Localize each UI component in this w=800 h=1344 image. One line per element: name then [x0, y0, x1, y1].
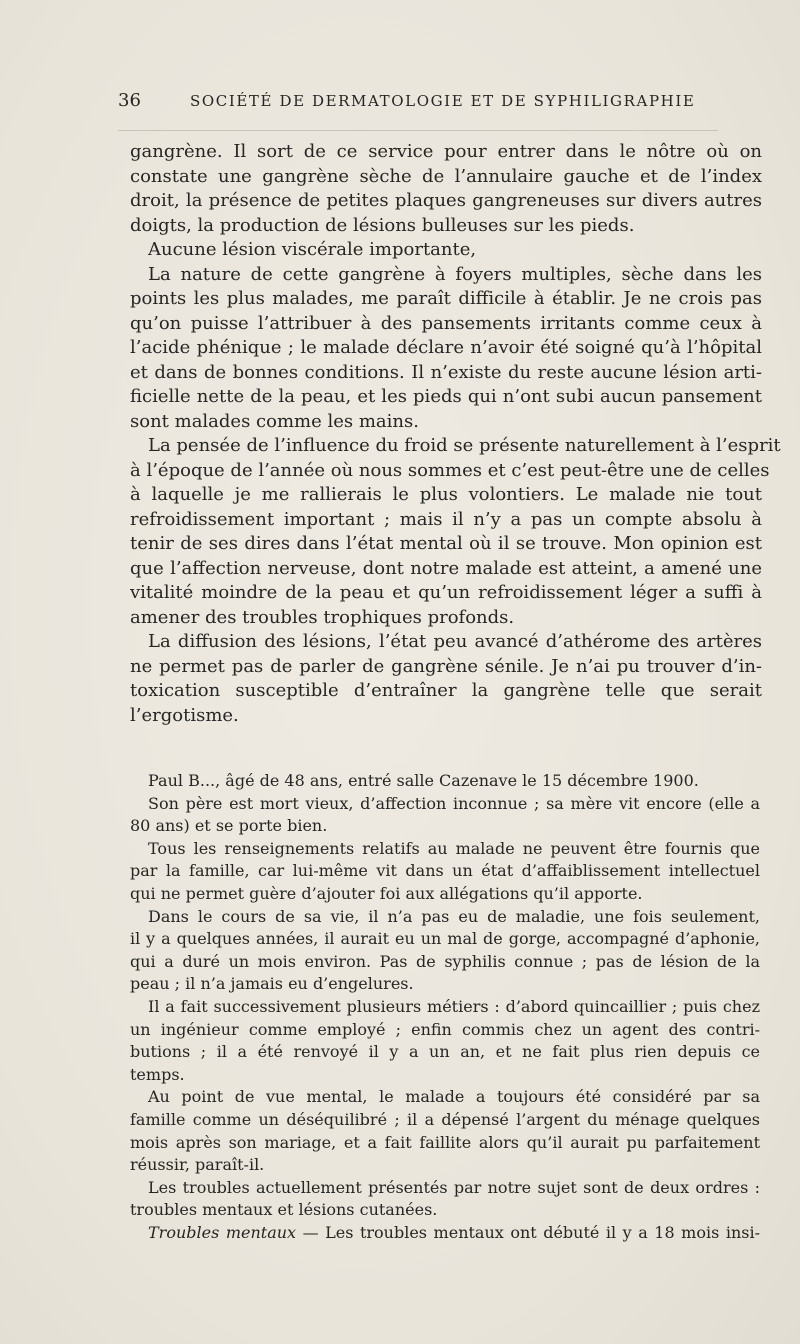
case-report [130, 770, 760, 1244]
case-line: temps. [130, 1064, 185, 1084]
text-line: gangrène. Il sort de ce service pour entrer dans le nôtre où on [130, 141, 762, 162]
text-line: refroidissement important ; mais il n’y a pas un compte absolu à [130, 508, 762, 530]
section-heading: Troubles mentaux [148, 1222, 297, 1242]
text-line: ficielle nette de la peau, et les pieds qui n’ont subi aucun pansement [130, 386, 762, 407]
text-line: ne permet pas de parler de gangrène sénile. Je n’ai pu trouver d’in- [130, 655, 762, 677]
text-line: vitalité moindre de la peau et qu’un refroidissement léger a suffi à [130, 582, 762, 603]
text-line: La nature de cette gangrène à foyers multiples, sèche dans les [148, 263, 762, 285]
case-line: Dans le cours de sa vie, il n’a pas eu de maladie, une fois seulement, [148, 906, 760, 926]
case-line: qui ne permet guère d’ajouter foi aux allégations qu’il apporte. [130, 883, 643, 903]
case-line: réussir, paraît-il. [130, 1155, 265, 1175]
text-line: doigts, la production de lésions bulleuses sur les pieds. [130, 214, 635, 236]
main-text [130, 140, 781, 728]
case-line: un ingénieur comme employé ; enfin commis chez un agent des contri- [130, 1019, 760, 1039]
case-line: Tous les renseignements relatifs au malade ne peuvent être fournis que [148, 838, 760, 858]
case-line: Paul B..., âgé de 48 ans, entré salle Cazenave le 15 décembre 1900. [148, 771, 699, 790]
text-line: Aucune lésion viscérale importante, [148, 239, 477, 260]
case-line-section [130, 1222, 760, 1245]
text-line: à l’époque de l’année où nous sommes et c’est peut-être une de celles [130, 459, 770, 481]
case-line: troubles mentaux et lésions cutanées. [130, 1200, 438, 1220]
text-line: que l’affection nerveuse, dont notre malade est atteint, a amené une [130, 557, 762, 579]
header-rule [118, 130, 718, 131]
text-line: constate une gangrène sèche de l’annulaire gauche et de l’index [130, 165, 762, 187]
text-line: La pensée de l’influence du froid se présente naturellement à l’esprit [148, 435, 781, 456]
case-line: peau ; il n’a jamais eu d’engelures. [130, 974, 414, 994]
text-line: qu’on puisse l’attribuer à des pansements irritants comme ceux à [130, 312, 762, 334]
page-number: 36 [118, 90, 141, 111]
case-line: par la famille, car lui-même vit dans un état d’affaiblissement intellectuel [130, 861, 760, 881]
case-line: il y a quelques années, il aurait eu un mal de gorge, accompagné d’aphonie, [130, 929, 760, 949]
text-line: à laquelle je me rallierais le plus volontiers. Le malade nie tout [130, 484, 762, 505]
running-title: SOCIÉTÉ DE DERMATOLOGIE ET DE SYPHILIGRAPHIE [190, 92, 696, 110]
case-line: 80 ans) et se porte bien. [130, 816, 328, 836]
section-text: — Les troubles mentaux ont débuté il y a 18 mois insi- [296, 1222, 761, 1242]
case-line: famille comme un déséquilibré ; il a dépensé l’argent du ménage quelques [130, 1109, 760, 1129]
text-line: La diffusion des lésions, l’état peu avancé d’athérome des artères [148, 631, 762, 652]
text-line: sont malades comme les mains. [130, 410, 419, 432]
text-line: l’ergotisme. [130, 704, 239, 726]
text-line: et dans de bonnes conditions. Il n’existe du reste aucune lésion arti- [130, 361, 762, 383]
case-line: Il a fait successivement plusieurs métiers : d’abord quincaillier ; puis chez [148, 996, 760, 1016]
text-line: amener des troubles trophiques profonds. [130, 606, 515, 628]
text-line: points les plus malades, me paraît difficile à établir. Je ne crois pas [130, 288, 762, 309]
text-line: toxication susceptible d’entraîner la gangrène telle que serait [130, 680, 762, 701]
text-line: droit, la présence de petites plaques gangreneuses sur divers autres [130, 190, 762, 211]
text-line: tenir de ses dires dans l’état mental où il se trouve. Mon opinion est [130, 533, 762, 554]
case-line: Son père est mort vieux, d’affection inconnue ; sa mère vit encore (elle a [148, 793, 760, 813]
case-line: Au point de vue mental, le malade a toujours été considéré par sa [148, 1087, 760, 1107]
case-line: qui a duré un mois environ. Pas de syphilis connue ; pas de lésion de la [130, 951, 760, 971]
case-line: Les troubles actuellement présentés par notre sujet sont de deux ordres : [148, 1177, 760, 1197]
text-line: l’acide phénique ; le malade déclare n’avoir été soigné qu’à l’hôpital [130, 337, 762, 358]
case-line: mois après son mariage, et a fait faillite alors qu’il aurait pu parfaitement [130, 1132, 760, 1152]
running-header [118, 88, 703, 118]
case-line: butions ; il a été renvoyé il y a un an, et ne fait plus rien depuis ce [130, 1042, 760, 1062]
